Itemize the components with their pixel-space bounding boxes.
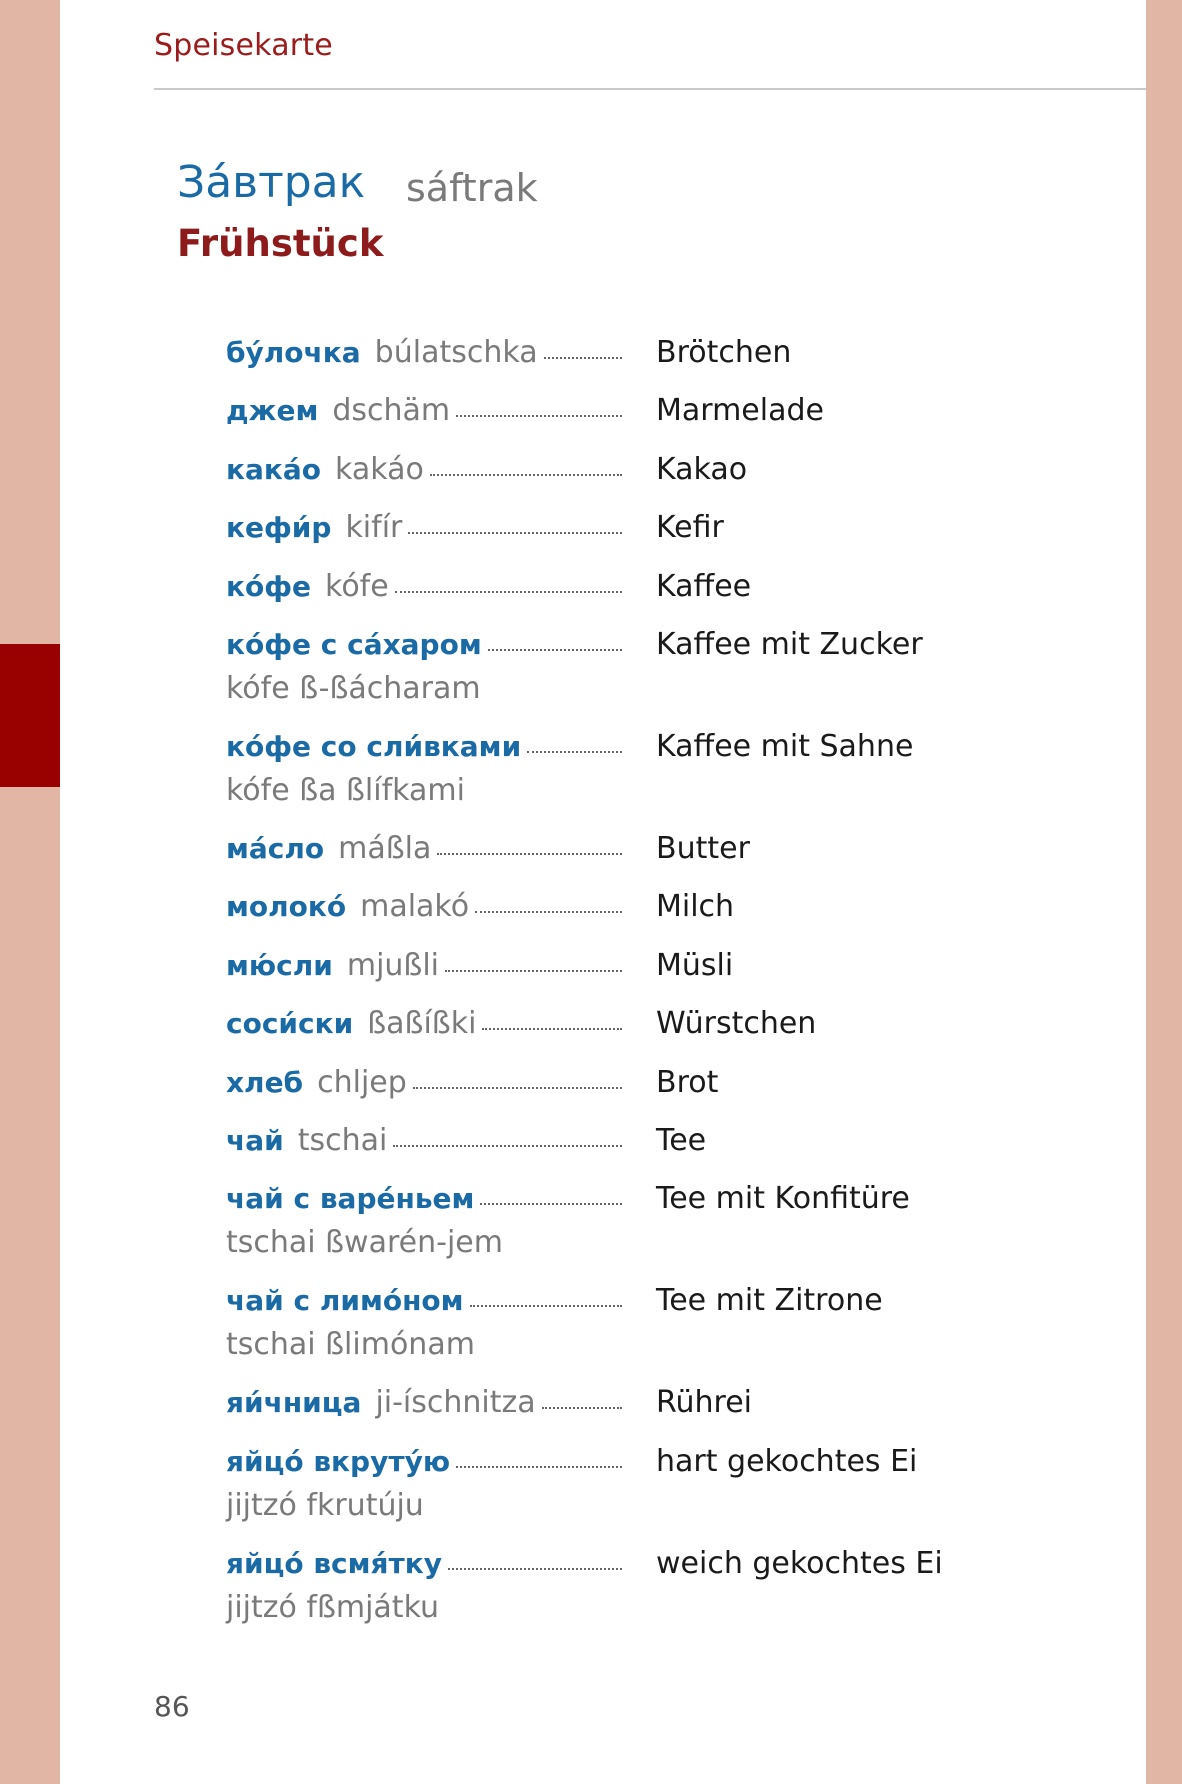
entry-russian-column [226,331,622,375]
entry-russian-column [226,827,622,871]
russian-word: ма́сло [226,831,325,865]
dotted-leader [430,473,622,476]
vocabulary-list [226,331,1076,1644]
dotted-leader [542,1406,622,1409]
entry-russian-column [226,1279,622,1367]
transliteration: kakáo [335,451,424,487]
transliteration: ji-íschnitza [375,1385,536,1421]
dotted-leader [448,1567,622,1570]
entry-first-line [226,389,622,433]
vocab-entry [226,331,1076,389]
vocab-entry [226,623,1076,725]
transliteration: jijtzó fßmjátku [226,1589,440,1625]
transliteration: dschäm [332,393,451,429]
vocab-entry [226,448,1076,506]
entry-first-line [226,565,622,609]
vocab-entry [226,1177,1076,1279]
german-translation: Müsli [656,947,734,983]
russian-word: ко́фе [226,569,312,603]
transliteration: kifír [345,510,403,546]
german-translation: Tee mit Zitrone [656,1283,883,1319]
transliteration: tschai ßwarén-jem [226,1225,503,1261]
entry-first-line [226,331,622,375]
vocab-entry [226,1381,1076,1439]
russian-word: ко́фе со сли́вками [226,729,522,763]
vocab-entry [226,725,1076,827]
page-number: 86 [154,1690,190,1723]
russian-word: джем [226,394,319,428]
entry-first-line [226,1119,622,1163]
russian-word: чай [226,1123,284,1157]
entry-russian-column [226,1542,622,1630]
dotted-leader [456,1465,622,1468]
dotted-leader [413,1086,622,1089]
entry-russian-column [226,1177,622,1265]
dotted-leader [408,531,622,534]
entry-first-line [226,1381,622,1425]
russian-word: яйцо́ всмя́тку [226,1546,443,1580]
vocab-entry [226,389,1076,447]
entry-first-line [226,827,622,871]
entry-russian-column [226,448,622,492]
entry-russian-column [226,1002,622,1046]
german-translation: Kaffee [656,568,752,604]
russian-word: яи́чница [226,1386,362,1420]
transliteration: malakó [360,889,470,925]
german-translation: Kakao [656,451,748,487]
german-translation: Brötchen [656,335,792,370]
entry-first-line [226,944,622,988]
german-translation: Butter [656,830,750,866]
left-margin-band [0,0,60,1784]
dotted-leader [470,1304,622,1307]
entry-russian-column [226,725,622,813]
entry-first-line [226,885,622,929]
entry-first-line [226,1177,622,1221]
entry-russian-column [226,623,622,711]
vocab-entry [226,506,1076,564]
entry-russian-column [226,1061,622,1105]
russian-word: молоко́ [226,890,347,924]
entry-first-line [226,1440,622,1484]
german-translation: weich gekochtes Ei [656,1545,943,1581]
german-translation: Würstchen [656,1006,817,1042]
entry-first-line [226,1061,622,1105]
dotted-leader [445,969,622,972]
section-title-german: Frühstück [177,222,384,265]
dotted-leader [544,356,622,359]
vocab-entry [226,944,1076,1002]
entry-first-line [226,448,622,492]
russian-word: кефи́р [226,511,332,545]
german-translation: Milch [656,889,735,925]
transliteration: máßla [338,830,432,866]
vocab-entry [226,1119,1076,1177]
german-translation: Tee [656,1122,707,1158]
dotted-leader [475,910,622,913]
chapter-tab-marker [0,644,60,787]
entry-russian-column [226,885,622,929]
dotted-leader [395,590,622,593]
dotted-leader [482,1027,622,1030]
transliteration: chljep [317,1064,407,1100]
german-translation: Brot [656,1064,719,1100]
vocab-entry [226,1279,1076,1381]
transliteration: kófe [325,568,389,604]
russian-word: кака́о [226,452,322,486]
right-margin-band [1146,0,1182,1784]
russian-word: чай с лимо́ном [226,1284,464,1318]
dotted-leader [456,414,622,417]
dotted-leader [437,852,622,855]
entry-first-line [226,506,622,550]
transliteration: tschai ßlimónam [226,1327,475,1363]
german-translation: Tee mit Konfitüre [656,1181,910,1217]
russian-word: чай с варе́ньем [226,1182,475,1216]
russian-word: хлеб [226,1065,304,1099]
running-header: Speisekarte [154,28,333,63]
german-translation: Marmelade [656,393,824,429]
vocab-entry [226,827,1076,885]
dotted-leader [393,1144,622,1147]
entry-russian-column [226,1119,622,1163]
entry-first-line [226,1002,622,1046]
dotted-leader [527,750,622,753]
entry-russian-column [226,506,622,550]
section-title-transliteration: sáftrak [406,166,538,210]
dotted-leader [480,1202,622,1205]
transliteration: tschai [297,1122,388,1158]
german-translation: Kaffee mit Sahne [656,728,914,764]
transliteration: jijtzó fkrutúju [226,1487,424,1523]
transliteration: kófe ß-ßácharam [226,670,481,706]
german-translation: Kefir [656,510,724,546]
vocab-entry [226,1440,1076,1542]
dotted-leader [488,648,622,651]
entry-first-line [226,1279,622,1323]
russian-word: ко́фе с са́харом [226,627,482,661]
transliteration: mjußli [346,947,439,983]
transliteration: kófe ßa ßlífkami [226,772,465,808]
german-translation: hart gekochtes Ei [656,1443,918,1479]
vocab-entry [226,1002,1076,1060]
russian-word: мю́сли [226,948,333,982]
entry-first-line [226,725,622,769]
transliteration: ßaßíßki [367,1006,477,1042]
vocab-entry [226,565,1076,623]
russian-word: соси́ски [226,1007,354,1041]
header-rule [154,88,1146,90]
transliteration: búlatschka [374,335,538,370]
entry-first-line [226,623,622,667]
entry-russian-column [226,1381,622,1425]
entry-russian-column [226,944,622,988]
german-translation: Kaffee mit Zucker [656,626,923,662]
vocab-entry [226,1061,1076,1119]
entry-russian-column [226,389,622,433]
entry-russian-column [226,1440,622,1528]
entry-first-line [226,1542,622,1586]
section-title-russian: За́втрак [177,157,366,208]
vocab-entry [226,885,1076,943]
russian-word: бу́лочка [226,336,361,369]
german-translation: Rührei [656,1385,752,1421]
vocab-entry [226,1542,1076,1644]
russian-word: яйцо́ вкруту́ю [226,1444,451,1478]
entry-russian-column [226,565,622,609]
